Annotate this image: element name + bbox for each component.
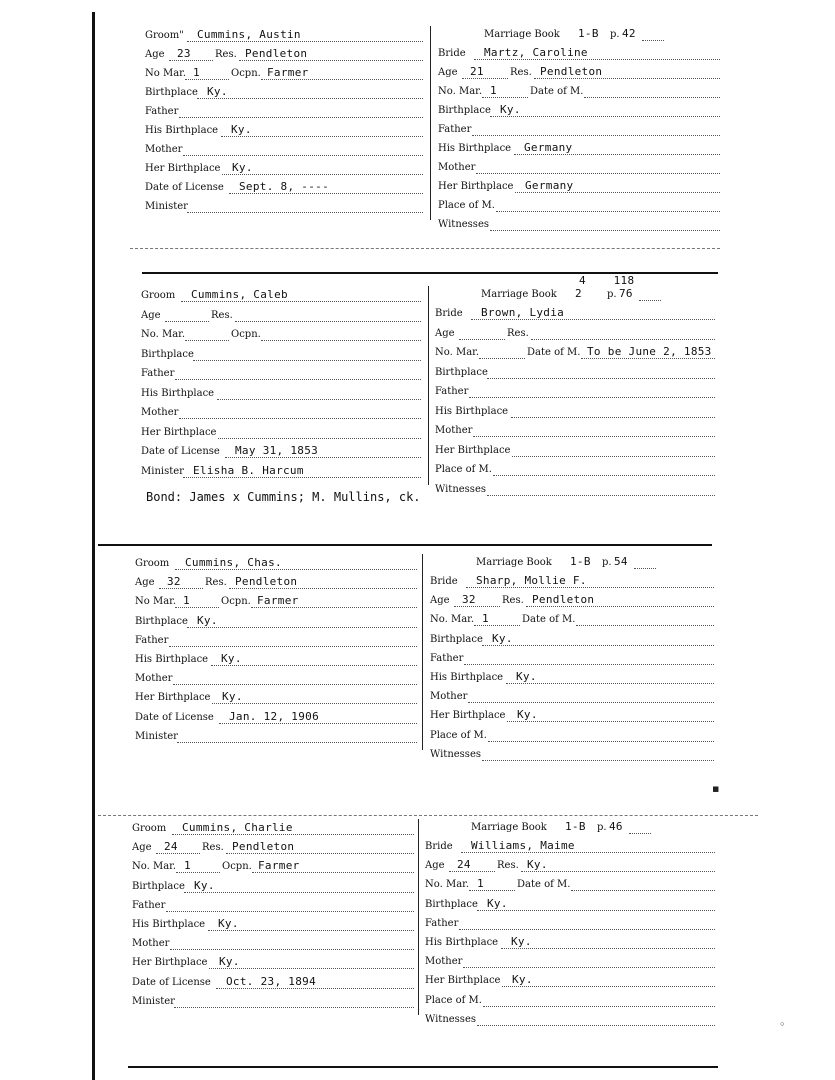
- bride-witnesses-label: Witnesses: [438, 219, 489, 230]
- groom-license-label: Date of License: [132, 976, 211, 988]
- marriage-book-value: 1-B: [565, 820, 586, 833]
- bride-nomar-value: 1: [477, 877, 484, 891]
- bride-nomar-label: No. Mar.: [425, 879, 470, 891]
- groom-name-value: Cummins, Charlie: [182, 821, 293, 834]
- bride-res-value: Pendleton: [540, 65, 603, 78]
- scan-speck: ▪: [712, 782, 720, 795]
- bride-witnesses-label: Witnesses: [425, 1013, 476, 1025]
- marriage-page-value: 54: [614, 555, 628, 568]
- groom-minister-label: Minister: [132, 995, 175, 1007]
- groom-mother-label: Mother: [141, 407, 179, 418]
- groom-age-value: 23: [177, 47, 191, 60]
- groom-nomar-label: No Mar.: [135, 596, 177, 608]
- groom-name-label: Groom: [135, 558, 170, 569]
- bond-note: Bond: James x Cummins; M. Mullins, ck.: [146, 490, 421, 504]
- bride-name-value: Sharp, Mollie F.: [476, 574, 587, 587]
- bride-name-value: Brown, Lydia: [481, 306, 565, 319]
- groom-birthplace-value: Ky.: [197, 613, 218, 627]
- marriage-page-value: 76: [619, 287, 633, 300]
- marriage-page-label: p.: [610, 29, 620, 40]
- groom-license-value: May 31, 1853: [235, 444, 319, 457]
- bride-res-label: Res.: [502, 595, 524, 607]
- groom-dotted-line: [209, 968, 414, 969]
- groom-her-birthplace-value: Ky.: [219, 955, 240, 969]
- groom-res-label: Res.: [205, 577, 227, 589]
- marriage-book-value: 2: [575, 287, 582, 300]
- groom-his-birthplace-value: Ky.: [218, 917, 239, 930]
- bride-date-label: Date of M.: [530, 86, 584, 97]
- bride-father-label: Father: [435, 386, 469, 397]
- groom-dotted-line: [184, 892, 414, 893]
- groom-nomar-value: 1: [183, 594, 190, 608]
- groom-his-birthplace-value: Ky.: [221, 652, 242, 665]
- marriage-book-label: Marriage Book: [476, 557, 552, 568]
- bride-res-label: Res.: [510, 67, 532, 78]
- bride-dotted-line: [521, 871, 715, 872]
- groom-nomar-value: 1: [184, 859, 191, 873]
- bride-nomar-label: No. Mar.: [430, 614, 475, 626]
- groom-his-birthplace-label: His Birthplace: [145, 125, 219, 136]
- bride-res-value: Ky.: [527, 858, 548, 872]
- scan-speck: ◦: [779, 1018, 786, 1031]
- groom-her-birthplace-value: Ky.: [222, 690, 243, 704]
- bride-place-label: Place of M.: [430, 729, 487, 741]
- groom-her-birthplace-label: Her Birthplace: [132, 957, 208, 969]
- bride-dotted-line: [502, 986, 715, 987]
- bride-her-birthplace-label: Her Birthplace: [425, 975, 501, 987]
- bride-age-label: Age: [438, 67, 458, 78]
- bride-mother-label: Mother: [430, 691, 468, 703]
- bride-birthplace-value: Ky.: [500, 103, 521, 116]
- groom-age-label: Age: [132, 842, 152, 854]
- groom-minister-value: Elisha B. Harcum: [193, 463, 304, 477]
- bride-res-label: Res.: [497, 860, 519, 872]
- groom-nomar-label: No Mar.: [145, 68, 187, 79]
- groom-birthplace-label: Birthplace: [145, 87, 198, 98]
- groom-ocpn-value: Farmer: [267, 66, 309, 79]
- groom-ocpn-value: Farmer: [258, 859, 300, 873]
- groom-ocpn-label: Ocpn.: [231, 329, 261, 340]
- bride-date-label: Date of M.: [527, 347, 581, 358]
- bride-dotted-line: [483, 1006, 715, 1007]
- bride-her-birthplace-label: Her Birthplace: [438, 181, 514, 192]
- bride-his-birthplace-label: His Birthplace: [425, 937, 499, 948]
- bride-nomar-label: No. Mar.: [438, 86, 483, 97]
- groom-dotted-line: [216, 988, 414, 989]
- groom-birthplace-value: Ky.: [194, 878, 215, 892]
- groom-age-label: Age: [141, 309, 161, 321]
- bride-dotted-line: [459, 929, 715, 930]
- bride-his-birthplace-value: Germany: [524, 141, 573, 154]
- groom-birthplace-value: Ky.: [207, 85, 228, 98]
- groom-age-value: 24: [164, 840, 178, 854]
- bride-her-birthplace-label: Her Birthplace: [430, 710, 506, 722]
- groom-res-value: Pendleton: [245, 47, 308, 60]
- bride-mother-label: Mother: [435, 425, 473, 436]
- groom-his-birthplace-label: His Birthplace: [132, 919, 206, 930]
- groom-her-birthplace-label: Her Birthplace: [145, 163, 221, 174]
- groom-dotted-line: [252, 872, 414, 873]
- groom-ocpn-label: Ocpn.: [222, 861, 252, 873]
- bride-dotted-line: [477, 910, 715, 911]
- bride-nomar-value: 1: [482, 612, 489, 626]
- bride-birthplace-value: Ky.: [492, 631, 513, 645]
- groom-name-value: Cummins, Caleb: [191, 288, 288, 301]
- marriage-book-label: Marriage Book: [481, 289, 557, 300]
- groom-name-label: Groom: [132, 823, 167, 834]
- bride-name-value: Martz, Caroline: [484, 46, 588, 59]
- bride-father-label: Father: [438, 124, 472, 135]
- groom-dotted-line: [174, 1007, 414, 1008]
- bride-name-label: Bride: [425, 841, 453, 852]
- marriage-book-value: 1-B: [578, 27, 599, 40]
- bride-name-label: Bride: [435, 308, 463, 319]
- groom-father-label: Father: [141, 368, 175, 379]
- groom-dotted-line: [176, 872, 220, 873]
- bride-her-birthplace-value: Germany: [525, 179, 574, 192]
- groom-birthplace-label: Birthplace: [132, 880, 185, 892]
- groom-age-label: Age: [135, 577, 155, 589]
- bride-name-value: Williams, Maime: [471, 839, 575, 852]
- groom-dotted-line: [156, 853, 200, 854]
- groom-age-label: Age: [145, 49, 165, 60]
- groom-res-value: Pendleton: [235, 575, 298, 589]
- groom-his-birthplace-value: Ky.: [231, 123, 252, 136]
- bride-birthplace-label: Birthplace: [438, 105, 491, 116]
- bride-name-label: Bride: [430, 576, 458, 587]
- groom-mother-label: Mother: [135, 673, 173, 685]
- bride-date-label: Date of M.: [522, 614, 576, 626]
- bride-res-label: Res.: [507, 327, 529, 339]
- bride-dotted-line: [461, 852, 715, 853]
- marriage-book-label: Marriage Book: [484, 29, 560, 40]
- marriage-page-label: p.: [602, 557, 612, 568]
- groom-license-value: Jan. 12, 1906: [229, 709, 319, 723]
- bride-nomar-value: 1: [490, 84, 497, 97]
- bride-witnesses-label: Witnesses: [435, 483, 486, 495]
- bride-birthplace-label: Birthplace: [435, 366, 488, 378]
- bride-father-label: Father: [430, 652, 464, 664]
- groom-name-label: Groom": [145, 30, 184, 41]
- groom-age-value: 32: [167, 575, 181, 589]
- bride-nomar-label: No. Mar.: [435, 347, 480, 358]
- bride-age-label: Age: [425, 860, 445, 872]
- bride-dotted-line: [501, 948, 715, 949]
- groom-minister-label: Minister: [141, 465, 184, 477]
- card-divider: [418, 819, 419, 1015]
- bride-age-value: 21: [470, 65, 484, 78]
- bride-age-label: Age: [430, 595, 450, 607]
- marriage-page-label: p.: [607, 289, 617, 300]
- groom-license-label: Date of License: [135, 711, 214, 723]
- groom-res-label: Res.: [202, 842, 224, 854]
- bride-her-birthplace-label: Her Birthplace: [435, 444, 511, 456]
- bride-place-label: Place of M.: [425, 994, 482, 1006]
- bride-birthplace-value: Ky.: [487, 896, 508, 910]
- marriage-page-value: 42: [622, 27, 636, 40]
- marriage-page-label: p.: [597, 822, 607, 833]
- groom-birthplace-label: Birthplace: [141, 348, 194, 360]
- groom-mother-label: Mother: [145, 144, 183, 155]
- bride-her-birthplace-value: Ky.: [512, 973, 533, 987]
- groom-license-label: Date of License: [145, 182, 224, 193]
- bride-date-value: To be June 2, 1853: [587, 345, 712, 358]
- groom-birthplace-label: Birthplace: [135, 615, 188, 627]
- groom-dotted-line: [170, 949, 414, 950]
- bride-dotted-line: [463, 967, 715, 968]
- bride-father-label: Father: [425, 917, 459, 929]
- groom-name-value: Cummins, Chas.: [185, 556, 282, 569]
- groom-ocpn-value: Farmer: [257, 594, 299, 608]
- bride-his-birthplace-label: His Birthplace: [435, 405, 509, 417]
- bride-her-birthplace-value: Ky.: [517, 708, 538, 722]
- bride-dotted-line: [469, 890, 515, 891]
- bride-birthplace-label: Birthplace: [425, 898, 478, 910]
- bride-dotted-line: [477, 1025, 715, 1026]
- groom-dotted-line: [226, 853, 414, 854]
- groom-dotted-line: [208, 930, 414, 931]
- book-dotted-line: [629, 833, 651, 834]
- groom-father-label: Father: [132, 899, 166, 911]
- marriage-book-label: Marriage Book: [471, 822, 547, 833]
- groom-res-label: Res.: [215, 49, 237, 60]
- marriage-book-value: 1-B: [570, 555, 591, 568]
- bride-place-label: Place of M.: [435, 464, 492, 475]
- groom-father-label: Father: [135, 634, 169, 646]
- groom-his-birthplace-label: His Birthplace: [135, 654, 209, 665]
- groom-nomar-value: 1: [193, 66, 200, 79]
- groom-minister-label: Minister: [135, 730, 178, 742]
- groom-dotted-line: [172, 834, 414, 835]
- bride-his-birthplace-value: Ky.: [516, 670, 537, 683]
- bride-name-label: Bride: [438, 48, 466, 59]
- bride-mother-label: Mother: [438, 162, 476, 173]
- marriage-page-value: 46: [609, 820, 623, 833]
- groom-license-value: Oct. 23, 1894: [226, 974, 316, 988]
- groom-name-label: Groom: [141, 290, 176, 301]
- groom-res-label: Res.: [211, 309, 233, 321]
- bride-dotted-line: [571, 890, 715, 891]
- groom-license-label: Date of License: [141, 446, 220, 457]
- bride-age-value: 32: [462, 593, 476, 607]
- groom-her-birthplace-value: Ky.: [232, 161, 253, 174]
- groom-minister-label: Minister: [145, 201, 188, 212]
- bride-his-birthplace-label: His Birthplace: [430, 672, 504, 683]
- groom-nomar-label: No. Mar.: [132, 861, 177, 873]
- groom-his-birthplace-label: His Birthplace: [141, 387, 215, 399]
- bride-his-birthplace-value: Ky.: [511, 935, 532, 948]
- groom-ocpn-label: Ocpn.: [221, 596, 251, 608]
- groom-her-birthplace-label: Her Birthplace: [135, 692, 211, 704]
- bride-res-value: Pendleton: [532, 593, 595, 607]
- bride-age-value: 24: [457, 858, 471, 872]
- groom-license-value: Sept. 8, ----: [239, 180, 329, 193]
- bride-birthplace-label: Birthplace: [430, 633, 483, 645]
- bride-witnesses-label: Witnesses: [430, 748, 481, 760]
- book-annotation: 4 118: [579, 274, 635, 287]
- groom-mother-label: Mother: [132, 938, 170, 950]
- groom-her-birthplace-label: Her Birthplace: [141, 426, 217, 438]
- bride-dotted-line: [449, 871, 495, 872]
- bride-his-birthplace-label: His Birthplace: [438, 143, 512, 154]
- groom-nomar-label: No. Mar.: [141, 329, 186, 340]
- groom-name-value: Cummins, Austin: [197, 28, 301, 41]
- bride-date-label: Date of M.: [517, 879, 571, 891]
- bride-age-label: Age: [435, 327, 455, 339]
- groom-res-value: Pendleton: [232, 840, 295, 854]
- groom-ocpn-label: Ocpn.: [231, 68, 261, 79]
- groom-dotted-line: [166, 911, 414, 912]
- bride-mother-label: Mother: [425, 956, 463, 968]
- groom-father-label: Father: [145, 106, 179, 117]
- bride-place-label: Place of M.: [438, 200, 495, 211]
